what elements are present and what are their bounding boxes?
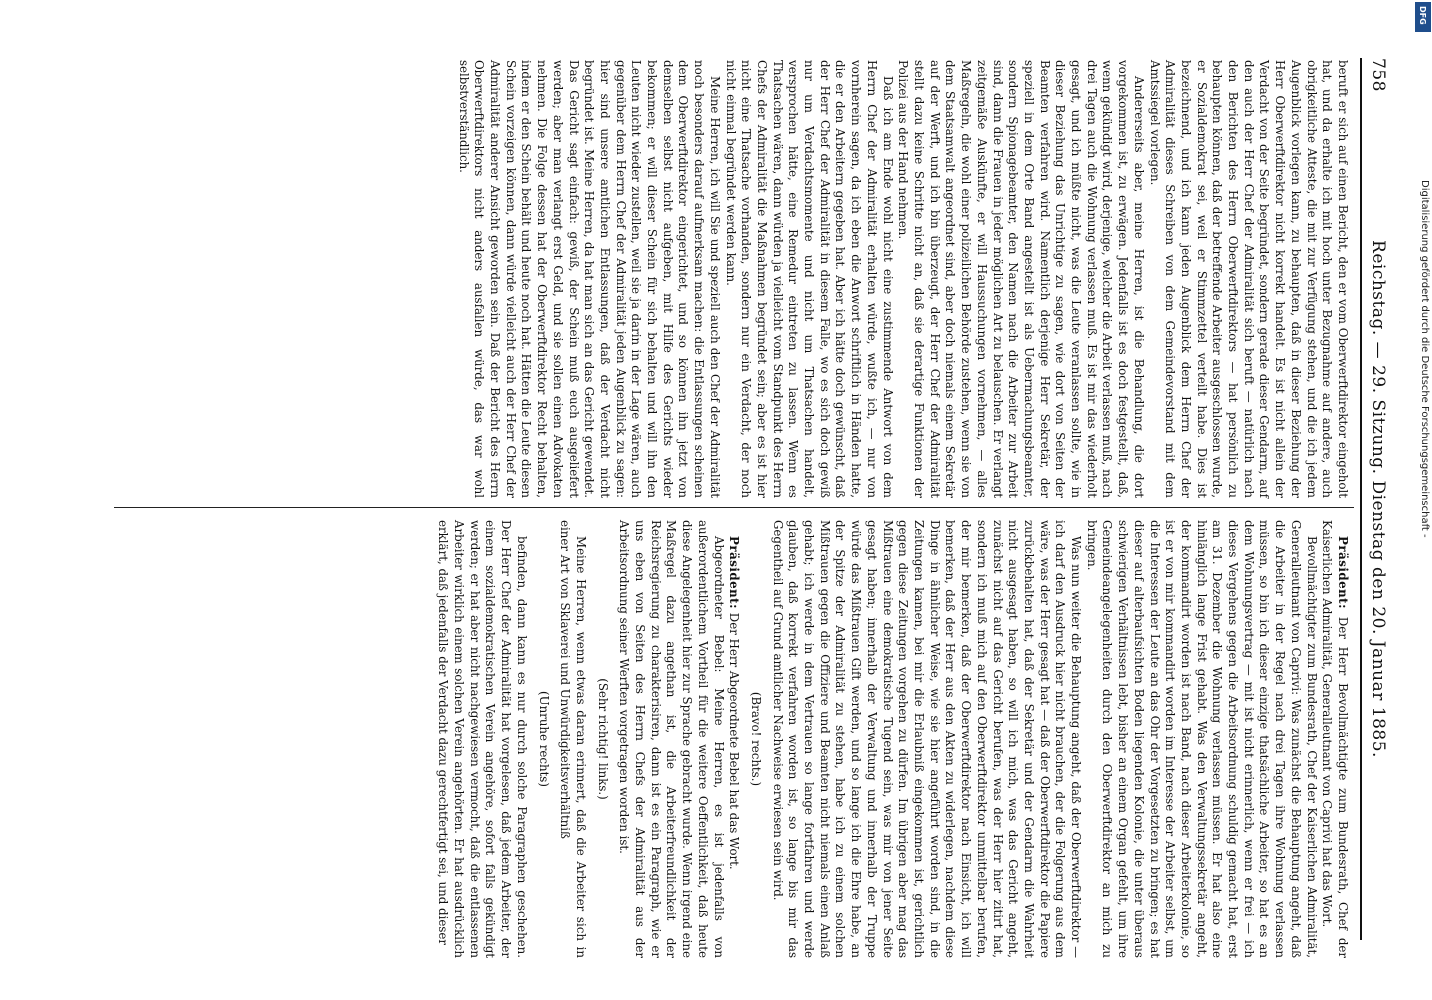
speech-paragraph [1083, 520, 1319, 958]
left-paragraph: beruft er sich auf einen Bericht, den er vom Oberwerftdirektor eingeholt hat, und da erhalte ich mit hoch unter Bezugnahme auf andere, auch obrigkeitliche Atteste, die mit zur Verfügung stehen, und die ich jedem Augenblick vorlegen kann, zu behaupten, daß in dieser Beziehung der Herr Oberwerftdirektor nicht korrekt handelt. Es ist nicht allein der Verdacht von der Seite begründet, sondern gerade dieser Gendarm, auf den auch der Herr Chef der Admiralität sich beruft — natürlich nach den Berichten des Herrn Oberwerftdirektors — hat persönlich zu behaupten können, daß der betreffende Arbeiter ausgeschlossen wurde, er Sozialdemokrat sei, weil er Stimmzettel verteilt habe. Dies ist bezeichnend, und ich kann jeden Augenblick dem Herrn Chef der Admiralität dieses Schreiben von dem Gemeindevorstand mit dem Amtssiegel vorlegen. [1147, 60, 1350, 498]
right-column [435, 520, 1350, 958]
speech-text: Meine Herren, wenn etwas daran erinnert, daß die Arbeiter sich in einer Art von Sklaverei und Unwürdigkeitsverhältniß [558, 520, 588, 958]
stage-direction: (Unruhe rechts) [536, 691, 551, 787]
header-rule [1360, 58, 1362, 940]
stage-direction: (Sehr richtig! links.) [595, 678, 610, 800]
speech-paragraph [769, 520, 1083, 958]
column-divider [114, 507, 1354, 508]
left-column [455, 60, 1350, 498]
left-paragraph: Daß ich am Ende wohl nicht eine zustimmende Antwort von dem Herrn Chef der Admiralität erhalten würde, wußte ich, — nur von vornherein sagen, da ich eben die Anwort schriftlich in Händen hatte, die er den Arbeitern gegeben hat. Aber ich hätte doch gewünscht, daß der Herr Chef der Admiralität in diesem Falle, wo es sich doch gewiß nur um Verdachtsmomente und nicht um Thatsachen handelt, versprochen hätte, eine Remedur eintreten zu lassen. Wenn es Thatsachen wären, dann würden ja vielleicht vom Standpunkt des Herrn Chefs der Admiralität die Maßnahmen begründet sein; aber es ist hier nicht eine Thatsache vorhanden, sondern nur ein Verdacht, der noch nicht einmal begründet werden kann. [723, 60, 895, 498]
dfg-logo-text: DFG [1418, 6, 1427, 25]
digitization-note [1416, 180, 1430, 840]
speech-text: Der Herr Abgeordnete Bebel hat das Wort. [727, 612, 742, 870]
speech-text: Der Herr Bevollmächtigte zum Bundesrath, Chef der Kaiserlichen Admiralität, Generalleutnant von Caprivi hat das Wort. [1320, 520, 1350, 959]
dfg-logo [1415, 2, 1431, 32]
stage-direction: (Bravo! rechts.) [748, 691, 763, 787]
speech-text: Was nun weiter die Behauptung angeht, daß der Oberwerftdirektor — ich darf den Ausdruck hier nicht brauchen, der die Folgerung aus dem wäre, was der Herr gesagt hat — daß der Oberwerftdirektor die Papiere zurückbehalten hat, daß der Sekretär und der Gendarm die Wahrheit nicht ausgesagt haben, so will ich mich, was das Gericht angeht, zunächst nicht auf das Gericht berufen, was der Herr hier zitirt hat, sondern ich muß mich auf den Oberwerftdirektor unmittelbar berufen, der mir bemerken, daß der Oberwerftdirektor nach Einsicht, ich will bemerken, daß der Herr aus den Akten zu widerlegen, nachdem diese Dinge in ähnlicher Weise, wie sie hier angeführt worden sind, in die Zeitungen kamen, bei mir die Erlaubniß eingekommen ist, gerichtlich gegen diese Zeitungen vorgehen zu dürfen. Im übrigen aber mag das Mißtrauen eine demokratische Tugend sein, was mir von jener Seite gesagt haben; innerhalb der Verwaltung und innerhalb der Truppe würde das Mißtrauen Gift werden, und so lange ich die Ehre habe, an der Spitze der Admiralität zu stehen, habe ich zu einem solchen Mißtrauen gegen die Offiziere und Beamten nicht niemals einen Anlaß gehabt; ich werde in dem Vertrauen so lange fortfahren und werde glauben, daß korrekt verfahren worden ist, so lange bis mir das Gegentheil auf Grund amtlicher Nachweise erwiesen sein wird. [770, 520, 1084, 958]
speech-text: Bevollmächtigter zum Bundesrath, Chef der Kaiserlichen Admiralität, Generalleutnant von Caprivi: Was zunächst die Behauptung angeht, daß die Arbeiter in der Regel nach drei Tagen ihre Wohnung verlassen müssen, so bin ich dieser einzige thatsächliche Arbeiter, so hat es an dem Wohnungsvertrag — mit ist nicht erinnerlich, wenn er frei — ich dieses Vergehens gegen die Arbeitsordnung schuldig gemacht hat, erst am 31. Dezember die Wohnung verlassen müssen. Er hat also eine hinlänglich lange Frist gehabt. Was den Verwaltungssekretär angeht, der kommandirt worden ist nach Band, nach dieser Arbeiterkolonie, so ist er von mir kommandirt worden im Interesse der Arbeiter selbst, um die Interessen der Leute an das Ohr der Vorgesetzten zu bringen; es hat dieser auf alterbaufsichten Boden liegenden Kolonie, die unter überaus schwierigen Verhältnissen lebt, bisher an einem Organ gefehlt, um ihre Gemeindeangelegenheiten durch den Oberwerftdirektor an mich zu bringen. [1084, 520, 1319, 958]
speaker-label: Präsident: [727, 536, 742, 609]
speech-paragraph [1319, 520, 1350, 958]
left-paragraph: Meine Herren, ich will Sie und speziell auch den Chef der Admiralität noch besonders darauf aufmerksam machen: die Entlassungen scheinen dem Oberwerftdirektor eingerichtet, und so können ihn jetzt von demselben selbst nicht aufgeben, mit Hilfe des Gerichts wieder bekommen; er will dieser Schein für sich behalten und will ihn den Leuten nicht wieder zustellen, weil sie ja darin in der Lage wären, auch gegenüber dem Herrn Chef der Admiralität jeden Augenblick zu sagen: hier sind unsere amtlichen Entlassungen, daß der Verdacht nicht begründet ist. Meine Herren, da hat man sich an das Gericht gewendet. Das Gericht sagt einfach: gewiß, der Schein muß euch ausgeliefert werden; aber man verlangt erst Geld, und sie sollen einen Advokaten nehmen. Die Folge dessen hat der Oberwerftdirektor Recht behalten, indem er den Schein behält und heute noch hat. Hätten die Leute diesen Schein vorzeigen können, dann würde vielleicht auch der Herr Chef der Admiralität anderer Ansicht geworden sein. Daß der Bericht des Herrn Oberwerftdirektors nicht anders ausfallen würde, das war wohl selbstverständlich. [456, 60, 722, 498]
speaker-label: Präsident: [1336, 536, 1350, 609]
speech-paragraph [435, 520, 529, 958]
page-number: 758 [1368, 58, 1388, 92]
left-paragraph: Andererseits aber, meine Herren, ist die Behandlung, die dort vorgekommen ist, zu erwägen. Jedenfalls ist es doch festgestellt, daß, wenn gekündigt wird, derjenige, welcher die Arbeit verlassen muß, nach drei Tagen auch die Wohnung verlassen muß. Es ist mir das wiederholt gesagt, und ich müßte nicht, was die Leute veranlassen sollte, wie in dieser Beziehung das Unrichtige zu sagen, wie dort von Seiten der Beamten verfahren wird. Namentlich derjenige Herr Sekretär, der speziell in dem Orte Band angestellt ist als Uebermachungsbeamter, sondern Spionagebeamter, den Namen nach die Arbeiter zur Arbeit sind, dann die Frauen in jeder möglichen Art zu belauschen. Er verlangt zeitgemäße Auskünfte, er will Haussuchungen vornehmen, — alles Maßregeln, die wohl einer polizeilichen Behörde zustehen, wenn sie von dem Staatsamwalt angeordnet sind, aber doch niemals einem Sekretär auf der Werft, und ich bin überzeugt, der Herr Chef der Admiralität stellt dazu keine Schritte nicht an, daß sie derartige Funktionen der Polizei aus der Hand nehmen. [896, 60, 1146, 498]
speech-paragraph [616, 520, 726, 958]
digitization-text: Digitalisierung gefördert durch die Deutsche Forschungsgemeinschaft - [1419, 180, 1430, 538]
running-head [1362, 58, 1392, 940]
speech-paragraph [726, 520, 742, 958]
speech-text: befinden, dann kann es nur durch solche Paragraphen geschehen. Der Herr Chef der Admiralität hat vorgelesen, daß jedem Arbeiter, der einem sozialdemokratischen Verein angehöre, sofort falls gekündigt werden; er hat aber nicht nachgewiesen vermocht, daß die entlassenen Arbeiter wirklich einem solchen Verein angehörten. Er hat ausdrücklich erklärt, daß jedenfalls der Verdacht dazu gerechtfertigt sei, und dieser [436, 520, 529, 958]
speech-paragraph [557, 520, 588, 958]
speech-text: Abgeordneter Bebel: Meine Herren, es ist jedenfalls von außerordentlichem Vortheil für die weitere Oeffentlichkeit, daß heute diese Angelegenheit hier zur Sprache gebracht wurde. Wenn irgend eine Maßregel dazu angethan ist, die Arbeiterfreundlichkeit der Reichsregierung zu charakterisiren, dann ist es ein Paragraph, wie er uns eben von Seiten des Herrn Chefs der Admiralität aus der Arbeitsordnung seiner Werften vorgetragen worden ist. [617, 520, 726, 958]
header-title: Reichstag. — 29. Sitzung. Dienstag den 20. Januar 1885. [1368, 240, 1388, 758]
